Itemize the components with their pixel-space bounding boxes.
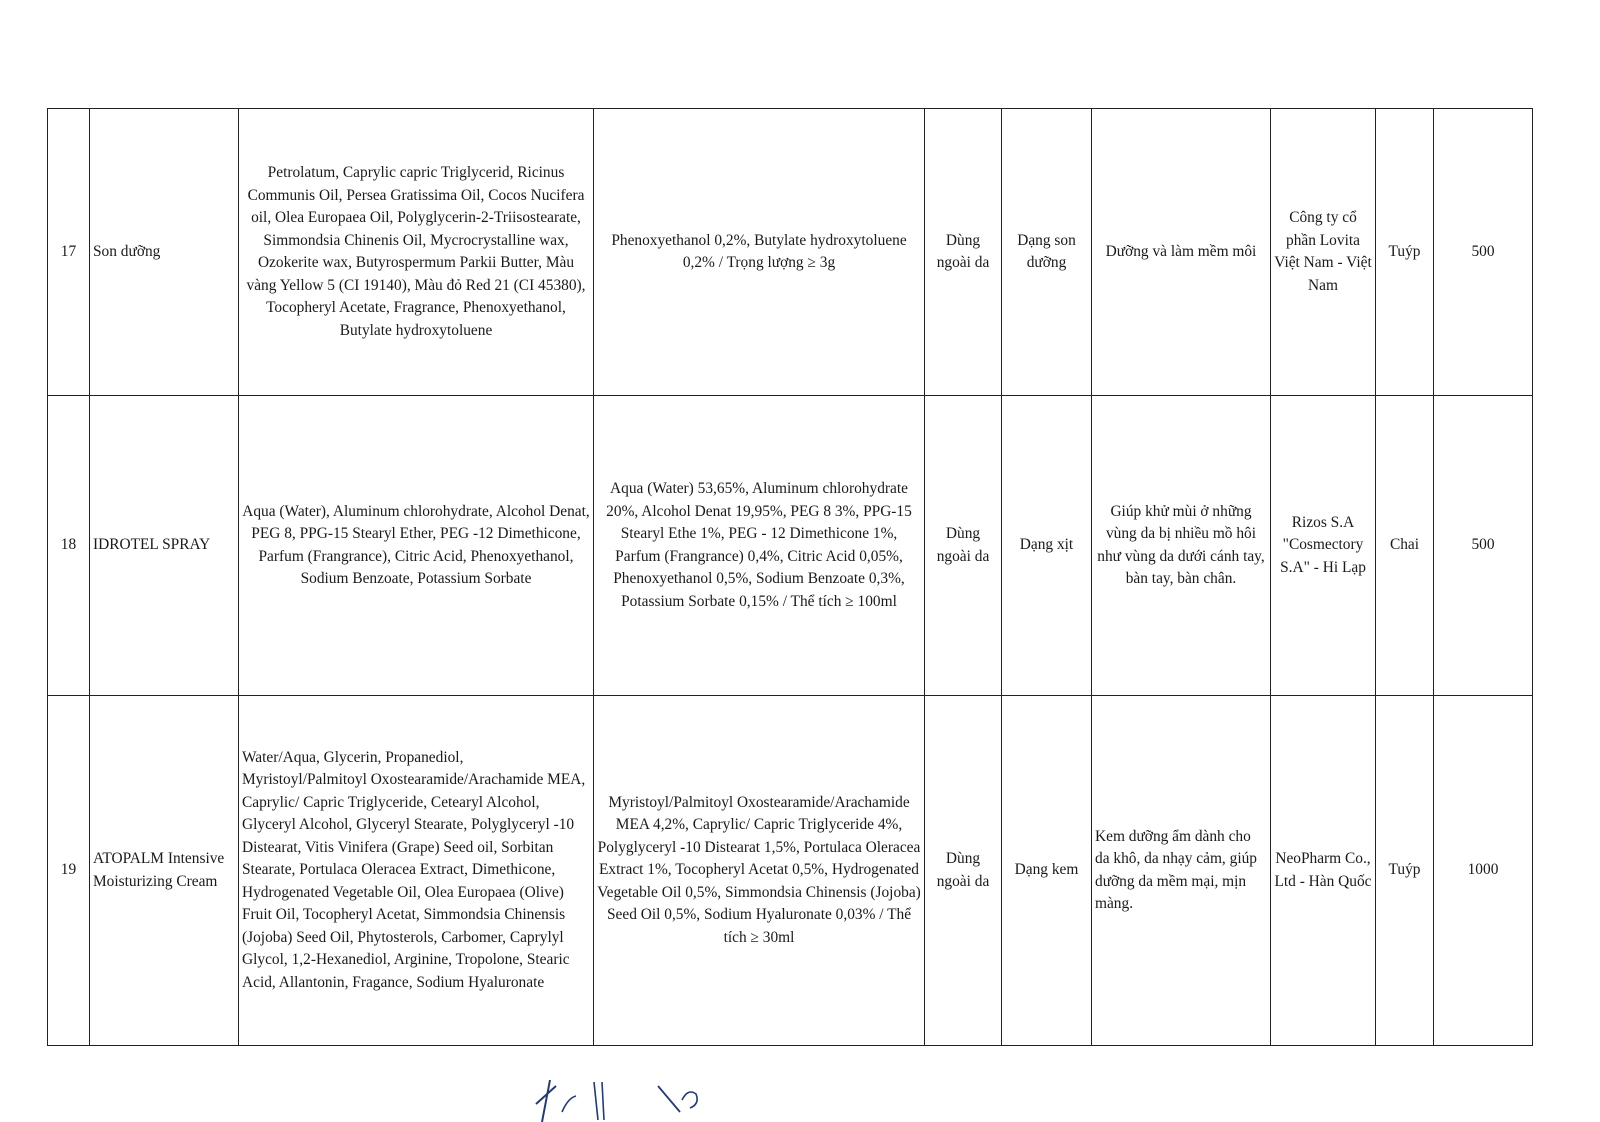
product-name: Son dưỡng — [90, 109, 239, 396]
product-name: IDROTEL SPRAY — [90, 396, 239, 696]
unit-cell: Tuýp — [1376, 696, 1434, 1046]
table-row — [48, 109, 1533, 396]
row-number: 19 — [48, 696, 90, 1046]
usage-cell: Dùng ngoài da — [925, 109, 1002, 396]
ingredients-cell: Petrolatum, Caprylic capric Triglycerid, Ricinus Communis Oil, Persea Gratissima Oil, Cocos Nucifera oil, Olea Europaea Oil, Polyglycerin-2-Triisostearate, Simmondsia Chinenis Oil, Mycrocrystalline wax, Ozokerite wax, Butyrospermum Parkii Butter, Màu vàng Yellow 5 (CI 19140), Màu đỏ Red 21 (CI 45380), Tocopheryl Acetate, Fragrance, Phenoxyethanol, Butylate hydroxytoluene — [239, 109, 594, 396]
concentration-spec-cell: Phenoxyethanol 0,2%, Butylate hydroxytoluene 0,2% / Trọng lượng ≥ 3g — [594, 109, 925, 396]
ingredients-cell: Aqua (Water), Aluminum chlorohydrate, Alcohol Denat, PEG 8, PPG-15 Stearyl Ether, PEG -12 Dimethicone, Parfum (Frangrance), Citric Acid, Phenoxyethanol, Sodium Benzoate, Potassium Sorbate — [239, 396, 594, 696]
product-table — [47, 108, 1533, 1046]
partial-stamp — [528, 1072, 718, 1122]
purpose-cell: Giúp khử mùi ở những vùng da bị nhiều mồ hôi như vùng da dưới cánh tay, bàn tay, bàn chân. — [1092, 396, 1271, 696]
usage-cell: Dùng ngoài da — [925, 696, 1002, 1046]
concentration-spec-cell: Aqua (Water) 53,65%, Aluminum chlorohydrate 20%, Alcohol Denat 19,95%, PEG 8 3%, PPG-15 Stearyl Ethe 1%, PEG - 12 Dimethicone 1%, Parfum (Frangrance) 0,4%, Citric Acid 0,05%, Phenoxyethanol 0,5%, Sodium Benzoate 0,3%, Potassium Sorbate 0,15% / Thể tích ≥ 100ml — [594, 396, 925, 696]
ingredients-cell: Water/Aqua, Glycerin, Propanediol, Myristoyl/Palmitoyl Oxostearamide/Arachamide MEA, Caprylic/ Capric Triglyceride, Cetearyl Alcohol, Glyceryl Alcohol, Glyceryl Stearate, Polyglyceryl -10 Distearat, Vitis Vinifera (Grape) Seed oil, Sorbitan Stearate, Portulaca Oleracea Extract, Dimethicone, Hydrogenated Vegetable Oil, Olea Europaea (Olive) Fruit Oil, Tocopheryl Acetat, Simmondsia Chinensis (Jojoba) Seed Oil, Phytosterols, Carbomer, Caprylyl Glycol, 1,2-Hexanediol, Arginine, Tropolone, Stearic Acid, Allantonin, Fragance, Sodium Hyaluronate — [239, 696, 594, 1046]
manufacturer-cell: Công ty cổ phần Lovita Việt Nam - Việt Nam — [1271, 109, 1376, 396]
purpose-cell: Dưỡng và làm mềm môi — [1092, 109, 1271, 396]
table-row — [48, 396, 1533, 696]
product-name: ATOPALM Intensive Moisturizing Cream — [90, 696, 239, 1046]
row-number: 18 — [48, 396, 90, 696]
quantity-cell: 500 — [1434, 396, 1533, 696]
dosage-form-cell: Dạng kem — [1002, 696, 1092, 1046]
quantity-cell: 1000 — [1434, 696, 1533, 1046]
unit-cell: Tuýp — [1376, 109, 1434, 396]
unit-cell: Chai — [1376, 396, 1434, 696]
usage-cell: Dùng ngoài da — [925, 396, 1002, 696]
manufacturer-cell: NeoPharm Co., Ltd - Hàn Quốc — [1271, 696, 1376, 1046]
table-row — [48, 696, 1533, 1046]
quantity-cell: 500 — [1434, 109, 1533, 396]
purpose-cell: Kem dưỡng ẩm dành cho da khô, da nhạy cảm, giúp dưỡng da mềm mại, mịn màng. — [1092, 696, 1271, 1046]
dosage-form-cell: Dạng xịt — [1002, 396, 1092, 696]
row-number: 17 — [48, 109, 90, 396]
dosage-form-cell: Dạng son dưỡng — [1002, 109, 1092, 396]
manufacturer-cell: Rizos S.A "Cosmectory S.A" - Hi Lạp — [1271, 396, 1376, 696]
concentration-spec-cell: Myristoyl/Palmitoyl Oxostearamide/Arachamide MEA 4,2%, Caprylic/ Capric Triglyceride 4%, Polyglyceryl -10 Distearat 1,5%, Portulaca Oleracea Extract 1%, Tocopheryl Acetat 0,5%, Hydrogenated Vegetable Oil 0,5%, Simmondsia Chinensis (Jojoba) Seed Oil 0,5%, Sodium Hyaluronate 0,03% / Thể tích ≥ 30ml — [594, 696, 925, 1046]
